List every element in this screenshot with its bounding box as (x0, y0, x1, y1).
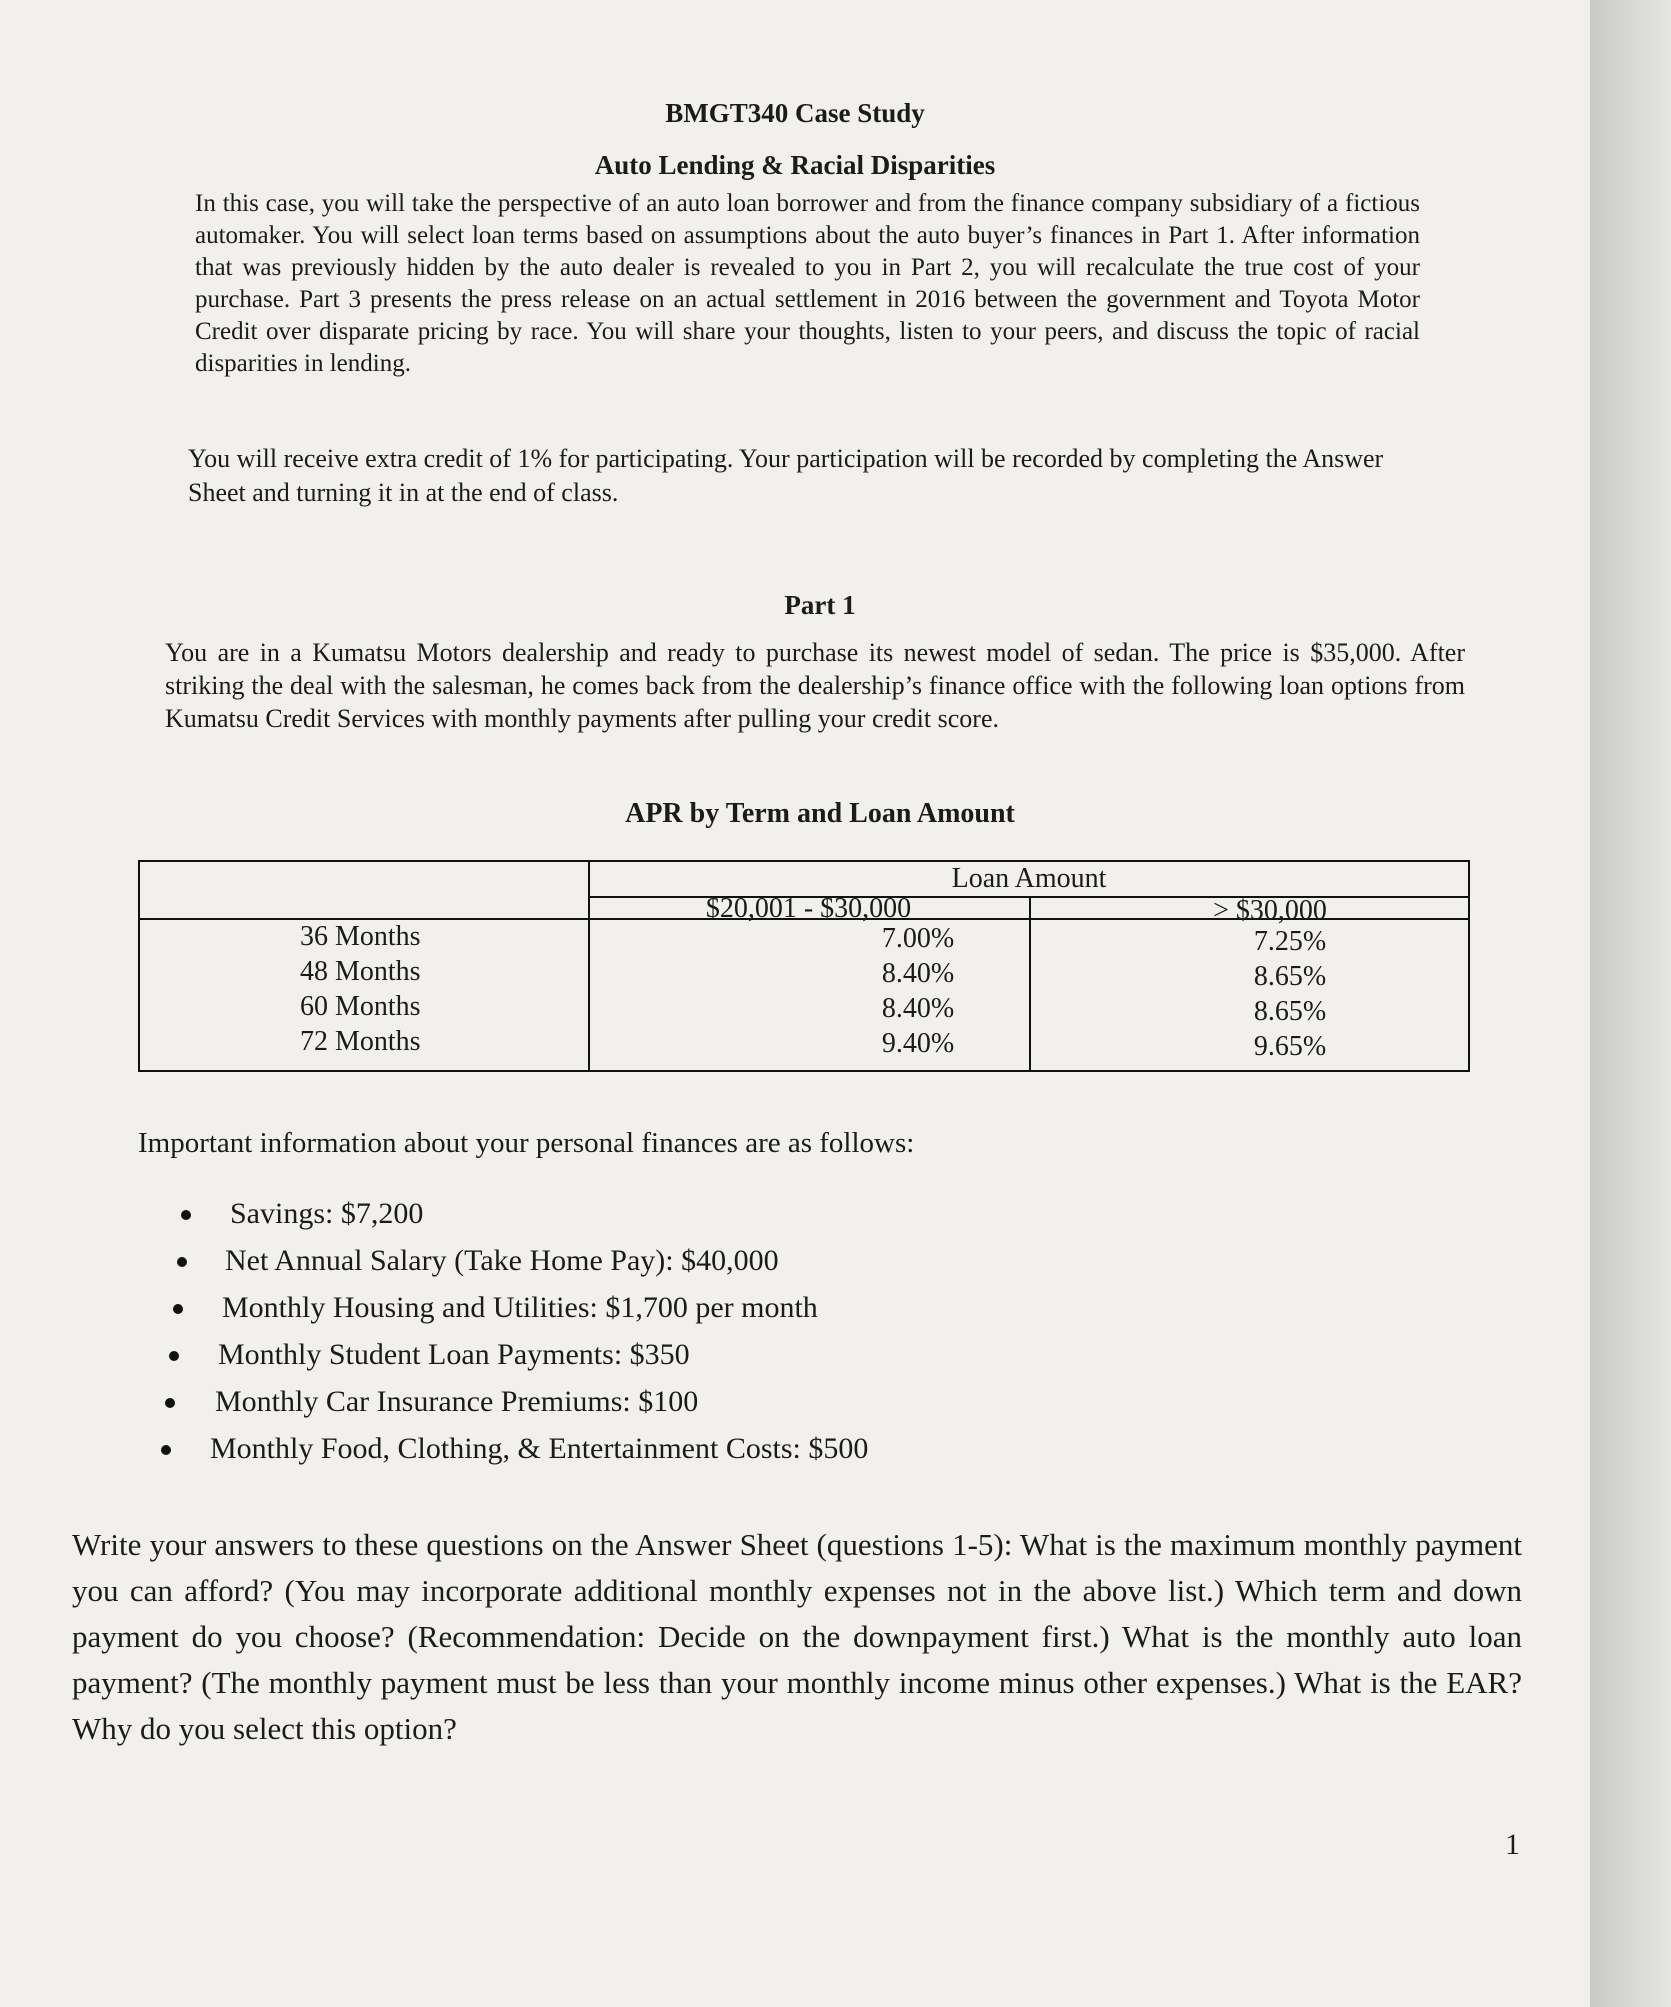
bullet-icon (165, 1398, 175, 1408)
scenario-paragraph: You are in a Kumatsu Motors dealership and ready to purchase its newest model of sedan. The price is $35,000. After striking the deal with the salesman, he comes back from the dealership’s finance office with the following loan options from Kumatsu Credit Services with monthly payments after pulling your credit score. (165, 638, 1465, 733)
column-header: $20,001 - $30,000 (705, 893, 912, 924)
page-number: 1 (1505, 1828, 1520, 1861)
term-label: 72 Months (300, 1026, 421, 1057)
term-label: 48 Months (300, 956, 421, 987)
term-label: 36 Months (300, 921, 421, 952)
list-item (155, 1378, 1155, 1425)
apr-value: 9.40% (881, 1028, 955, 1059)
table-title: APR by Term and Loan Amount (625, 798, 1015, 829)
finances-heading: Important information about your personal finances are as follows: (138, 1127, 915, 1159)
term-label: 60 Months (300, 991, 421, 1022)
apr-value: 8.65% (1253, 961, 1327, 992)
apr-value: 7.25% (1253, 926, 1327, 957)
column-header: > $30,000 (1213, 895, 1327, 926)
bullet-icon (169, 1351, 179, 1361)
finance-item-text: Monthly Housing and Utilities: $1,700 per month (222, 1291, 818, 1324)
bullet-icon (173, 1304, 183, 1314)
extra-credit-paragraph: You will receive extra credit of 1% for participating. Your participation will be recorded by completing the Answer Sheet and turning it in at the end of class. (188, 444, 1384, 507)
list-item (155, 1425, 1155, 1472)
apr-value: 8.65% (1253, 996, 1327, 1027)
finance-item-text: Net Annual Salary (Take Home Pay): $40,000 (225, 1244, 779, 1277)
list-item (155, 1237, 1155, 1284)
background-edge (1590, 0, 1671, 2007)
apr-table (138, 860, 1470, 1072)
apr-value: 8.40% (881, 993, 955, 1024)
questions-paragraph: Write your answers to these questions on the Answer Sheet (questions 1-5): What is the maximum monthly payment you can afford? (You may incorporate additional monthly expenses not in the above list.) Which term and down payment do you choose? (Recommendation: Decide on the downpayment first.) What is the monthly auto loan payment? (The monthly payment must be less than your monthly income minus other expenses.) What is the EAR? Why do you select this option? (72, 1527, 1522, 1746)
finance-item-text: Monthly Car Insurance Premiums: $100 (215, 1385, 699, 1418)
apr-value: 9.65% (1253, 1031, 1327, 1062)
bullet-icon (177, 1257, 187, 1267)
table-divider (1029, 896, 1031, 1070)
bullet-icon (161, 1445, 171, 1455)
finance-item-text: Savings: $7,200 (230, 1197, 424, 1230)
part1-heading: Part 1 (784, 590, 856, 620)
bullet-icon (181, 1210, 191, 1220)
finance-item-text: Monthly Food, Clothing, & Entertainment Costs: $500 (210, 1432, 869, 1465)
finance-item-text: Monthly Student Loan Payments: $350 (218, 1338, 690, 1371)
list-item (155, 1284, 1155, 1331)
apr-value: 7.00% (881, 923, 955, 954)
document-title: BMGT340 Case Study (665, 98, 925, 128)
list-item (155, 1331, 1155, 1378)
intro-paragraph: In this case, you will take the perspective of an auto loan borrower and from the finance company subsidiary of a fictious automaker. You will select loan terms based on assumptions about the auto buyer’s finances in Part 1. After information that was previously hidden by the auto dealer is revealed to you in Part 2, you will recalculate the true cost of your purchase. Part 3 presents the press release on an actual settlement in 2016 between the government and Toyota Motor Credit over disparate pricing by race. You will share your thoughts, listen to your peers, and discuss the topic of racial disparities in lending. (195, 190, 1420, 377)
loan-amount-header: Loan Amount (951, 863, 1107, 894)
list-item (155, 1190, 1155, 1237)
finance-list (155, 1190, 1155, 1472)
document-subtitle: Auto Lending & Racial Disparities (594, 150, 996, 180)
apr-value: 8.40% (881, 958, 955, 989)
